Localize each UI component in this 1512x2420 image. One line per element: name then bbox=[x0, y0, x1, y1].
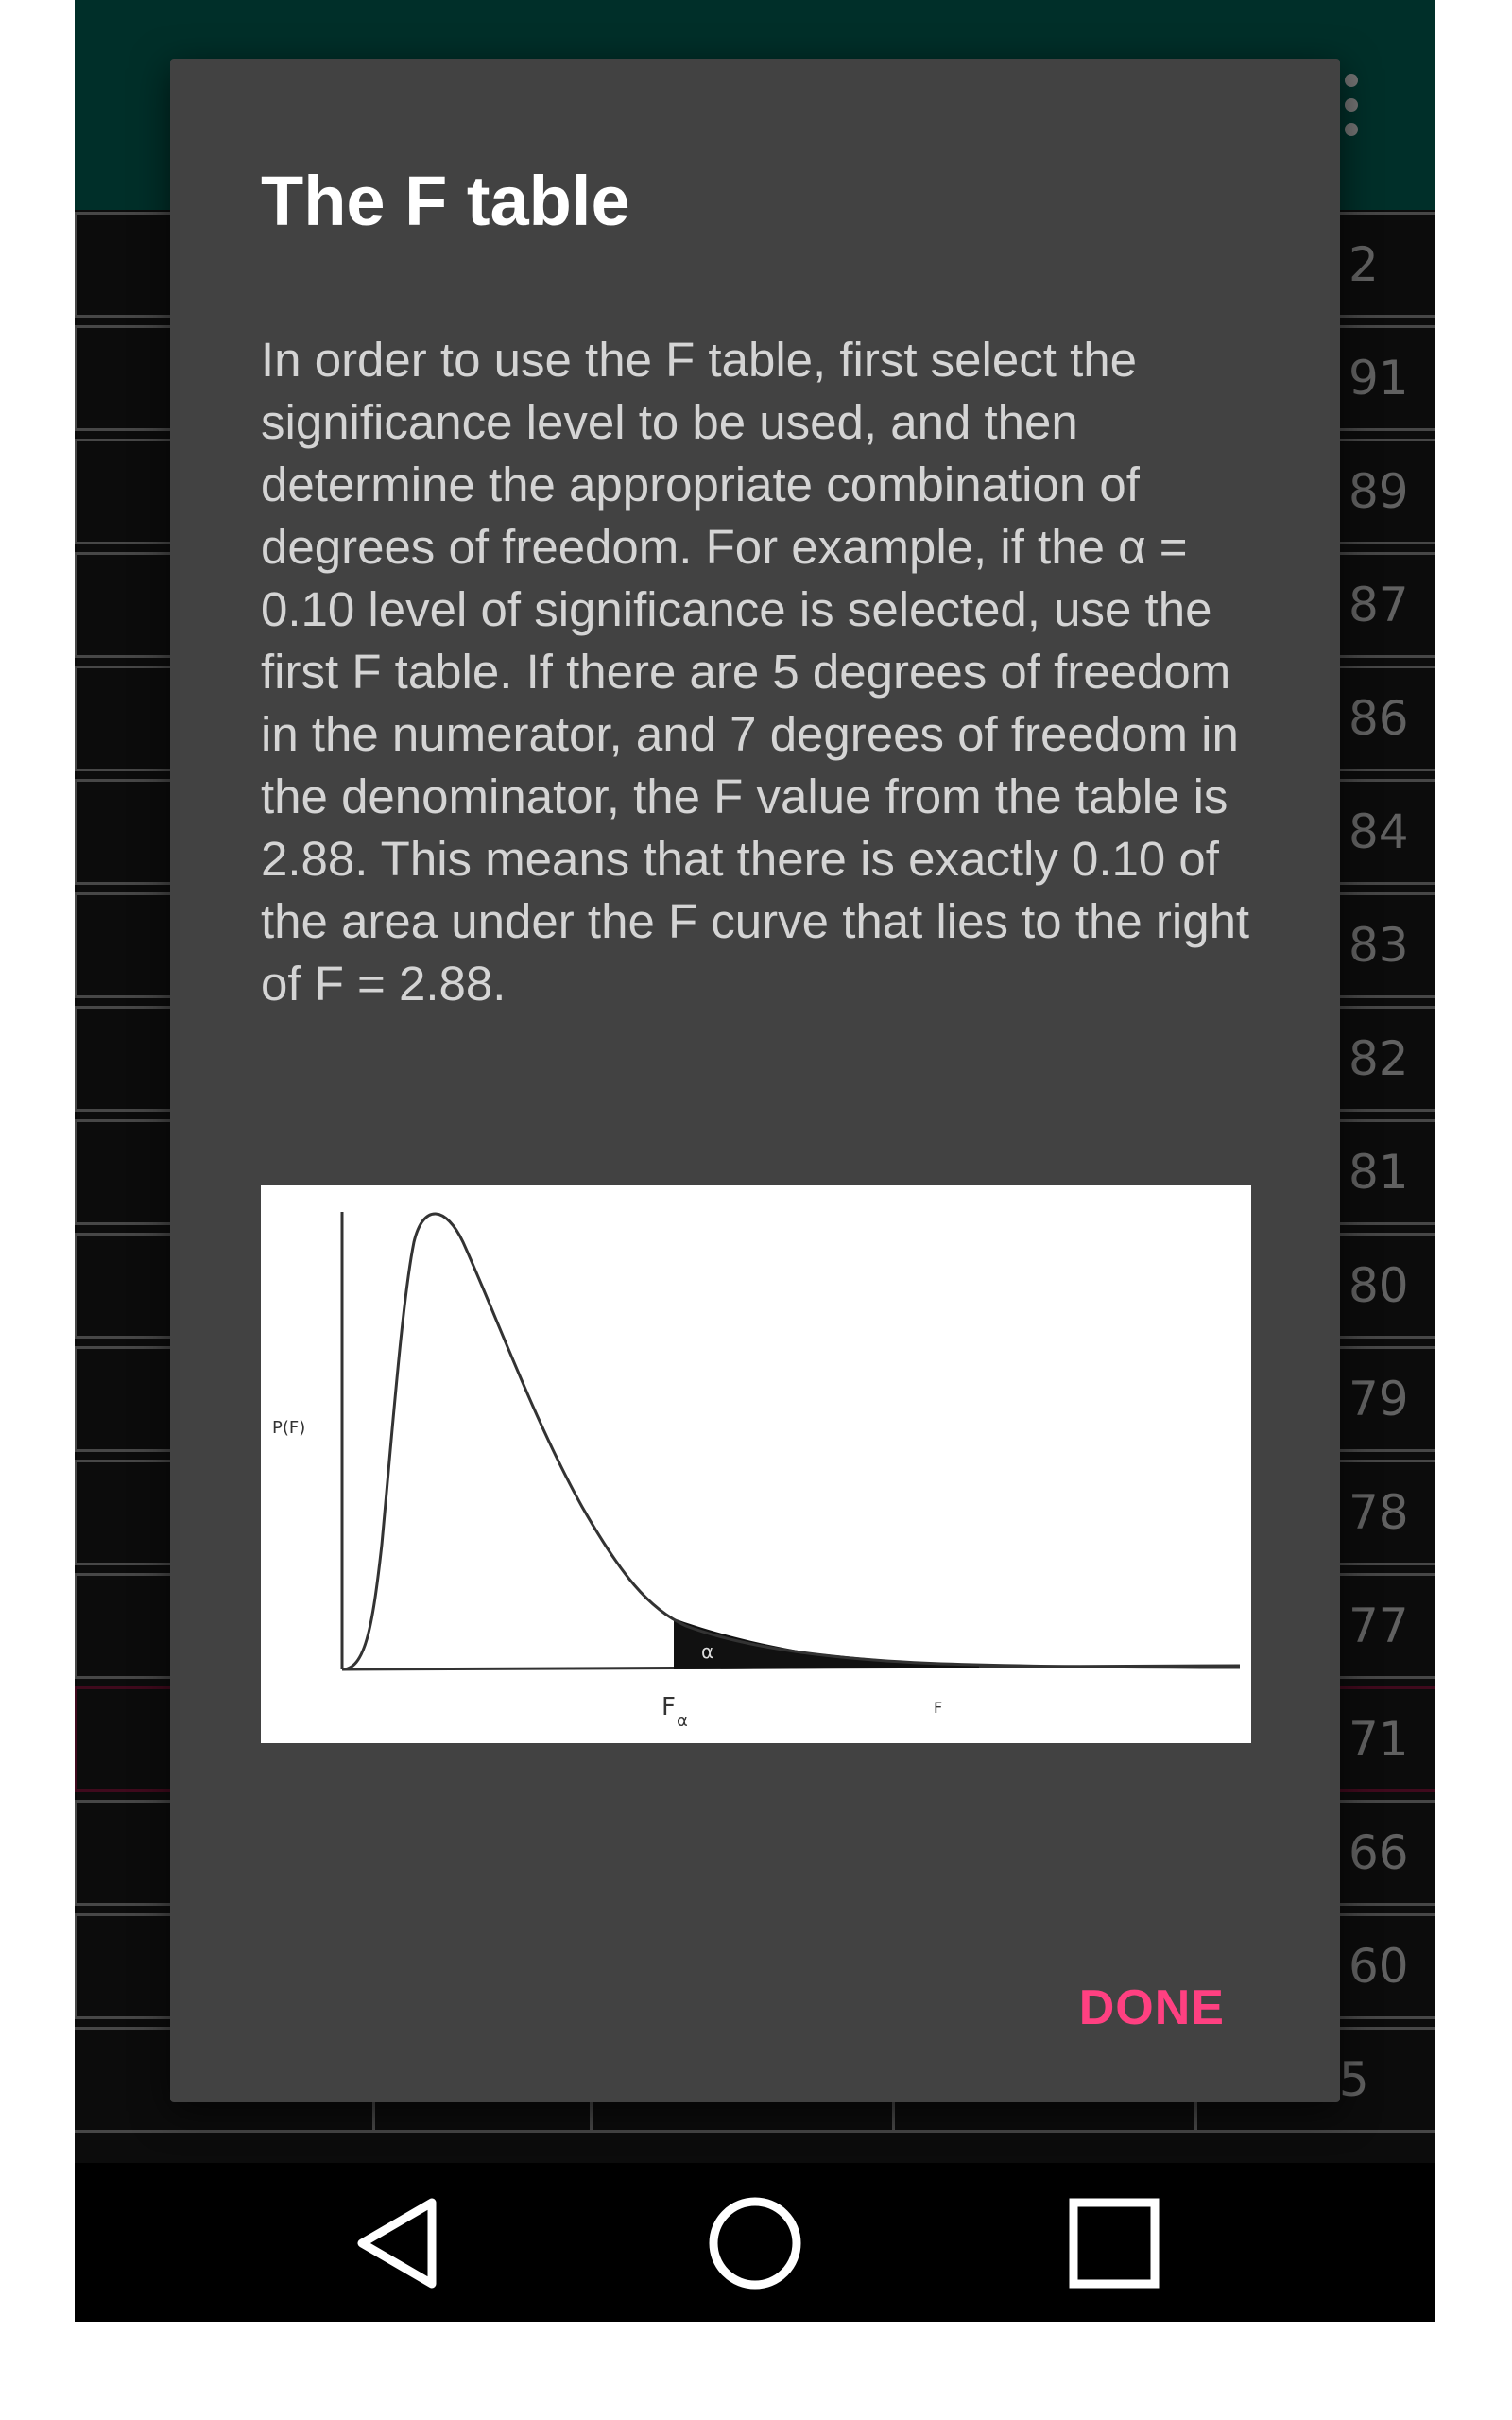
f-curve-diagram bbox=[261, 1185, 1251, 1743]
x-axis-label: F bbox=[934, 1699, 943, 1717]
home-icon[interactable] bbox=[703, 2191, 807, 2295]
f-alpha-label: F bbox=[662, 1693, 676, 1721]
info-dialog bbox=[170, 59, 1340, 2102]
recents-icon[interactable] bbox=[1062, 2191, 1166, 2295]
dialog-body-text: In order to use the F table, first select the significance level to be used, and then determine the appropriate combination of degrees of freedom. For example, if the α = 0.10 level of significance is selected, use the first F table. If there are 5 degrees of freedom in the numerator, and 7 degrees of freedom in the denominator, the F value from the table is 2.88. This means that there is exactly 0.10 of the area under the F curve that lies to the right of F = 2.88. bbox=[261, 333, 1250, 1011]
navigation-bar bbox=[75, 2163, 1435, 2322]
done-button[interactable]: DONE bbox=[1068, 1970, 1236, 2046]
f-distribution-figure bbox=[261, 1185, 1251, 1743]
back-icon[interactable] bbox=[349, 2191, 453, 2295]
alpha-label: α bbox=[701, 1640, 714, 1663]
f-alpha-subscript: α bbox=[677, 1711, 688, 1731]
f-curve bbox=[342, 1214, 1240, 1669]
alpha-region bbox=[674, 1618, 979, 1669]
y-axis-label: P(F) bbox=[272, 1418, 306, 1438]
dialog-title: The F table bbox=[261, 162, 630, 240]
